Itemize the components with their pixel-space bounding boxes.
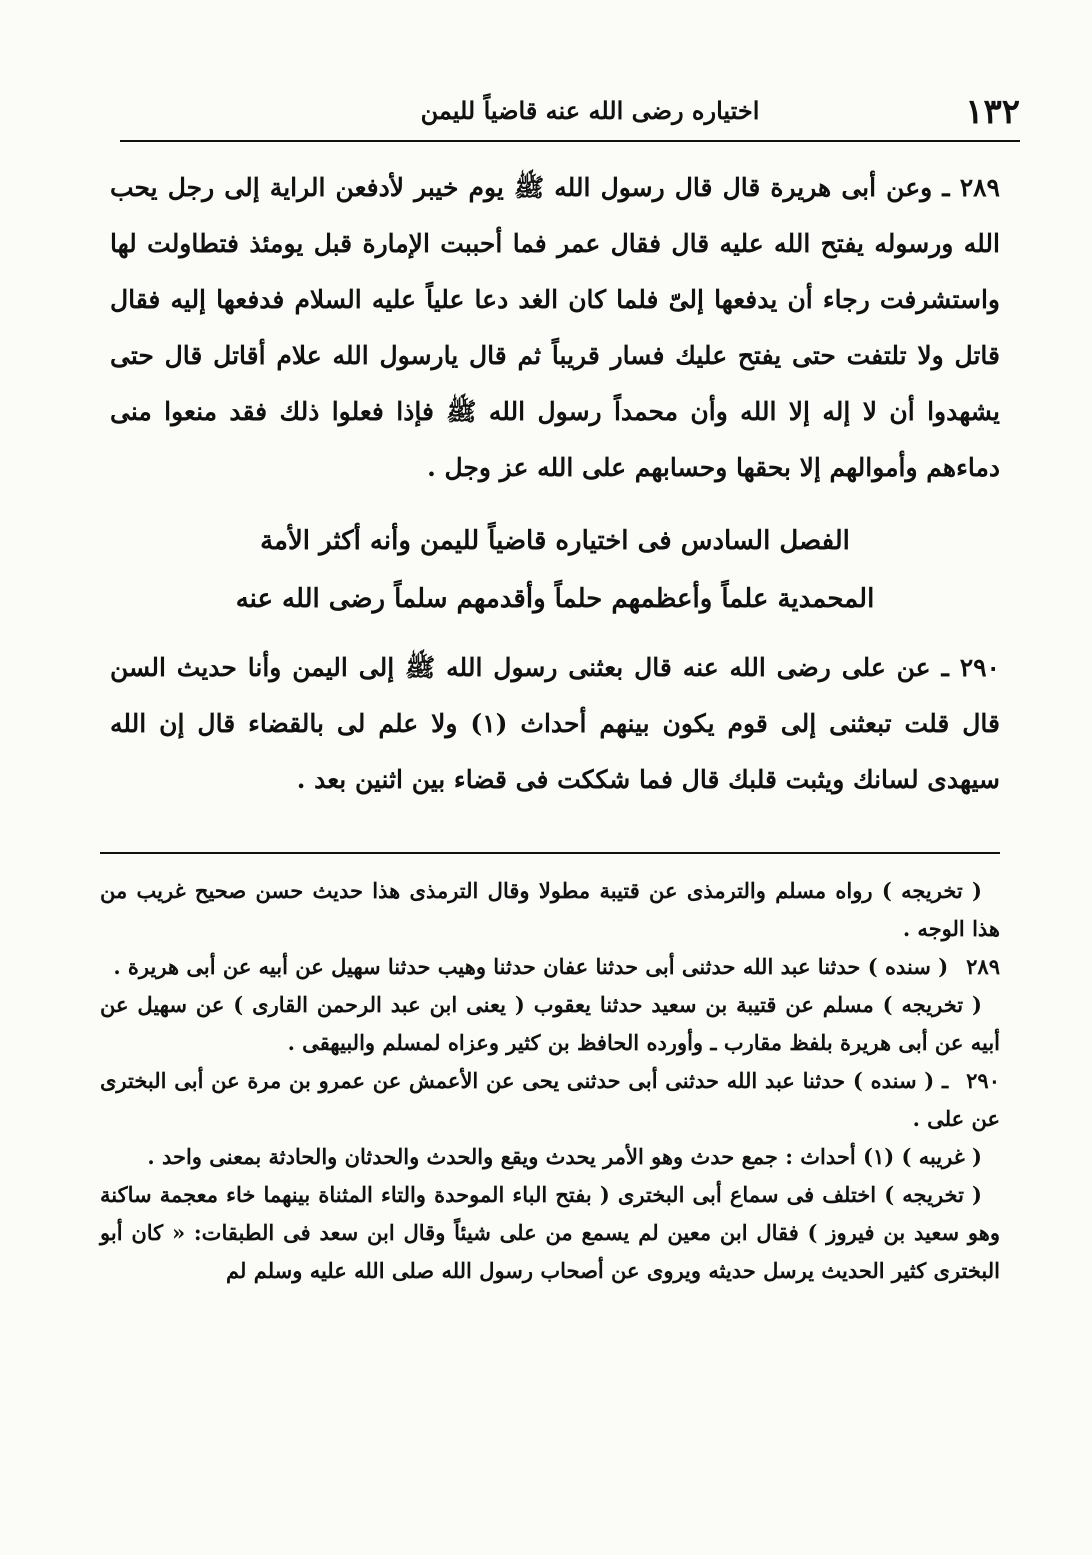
main-text — [110, 160, 1000, 808]
footnote — [100, 1138, 1000, 1176]
footnote-text: ـ ( سنده ) حدثنا عبد الله حدثنى أبى حدثنى يحى عن الأعمش عن عمرو بن مرة عن أبى البخترى عن على . — [100, 1068, 1000, 1131]
footnote-number: ٢٩٠ — [966, 1068, 1000, 1093]
page-header — [120, 92, 1020, 132]
footnote-text: ( غريبه ) (١) أحداث : جمع حدث وهو الأمر يحدث ويقع والحدث والحدثان والحادثة بمعنى واحد . — [147, 1144, 982, 1169]
footnote-text: ( تخريجه ) اختلف فى سماع أبى البخترى ( بفتح الباء الموحدة والتاء المثناة بينهما خاء معجمة ساكنة وهو سعيد بن فيروز ) فقال ابن معين لم يسمع من على شيئاً وقال ابن سعد فى الطبقات: « كان أبو البخترى كثير الحديث يرسل حديثه ويروى عن أصحاب رسول الله صلى الله عليه وسلم لم — [100, 1182, 1000, 1283]
header-rule — [120, 140, 1020, 142]
footnote — [100, 1062, 1000, 1138]
footnote — [100, 986, 1000, 1062]
footnote — [100, 872, 1000, 948]
footnote-number: ٢٨٩ — [966, 954, 1000, 979]
section-heading-line-2: المحمدية علماً وأعظمهم حلماً وأقدمهم سلماً رضى الله عنه — [235, 584, 875, 614]
running-title: اختياره رضى الله عنه قاضياً لليمن — [420, 96, 760, 125]
footnote-text: ( تخريجه ) رواه مسلم والترمذى عن قتيبة مطولا وقال الترمذى هذا حديث حسن صحيح غريب من هذا الوجه . — [100, 878, 1000, 941]
hadith-290: ٢٩٠ ـ عن على رضى الله عنه قال بعثنى رسول الله ﷺ إلى اليمن وأنا حديث السن قال قلت تبعثنى إلى قوم يكون بينهم أحداث (١) ولا علم لى بالقضاء قال إن الله سيهدى لسانك ويثبت قلبك قال فما شككت فى قضاء بين اثنين بعد . — [110, 653, 1001, 794]
footnotes — [100, 872, 1000, 1290]
section-heading-line-1: الفصل السادس فى اختياره قاضياً لليمن وأنه أكثر الأمة — [260, 526, 850, 556]
section-heading — [110, 512, 1000, 628]
footnote-text: ( سنده ) حدثنا عبد الله حدثنى أبى حدثنا عفان حدثنا وهيب حدثنا سهيل عن أبيه عن أبى هريرة . — [113, 954, 949, 979]
hadith-289: ٢٨٩ ـ وعن أبى هريرة قال قال رسول الله ﷺ يوم خيبر لأدفعن الراية إلى رجل يحب الله ورسوله يفتح الله عليه قال فقال عمر فما أحببت الإمارة قبل يومئذ فتطاولت لها واستشرفت رجاء أن يدفعها إلىّ فلما كان الغد دعا علياً عليه السلام فدفعها إليه فقال قاتل ولا تلتفت حتى يفتح عليك فسار قريباً ثم قال يارسول الله علام أقاتل قال حتى يشهدوا أن لا إله إلا الله وأن محمداً رسول الله ﷺ فإذا فعلوا ذلك فقد منعوا منى دماءهم وأموالهم إلا بحقها وحسابهم على الله عز وجل . — [110, 173, 1000, 482]
footnote — [100, 948, 1000, 986]
page-number: ١٣٢ — [965, 92, 1020, 132]
footnote — [100, 1176, 1000, 1290]
footnotes-rule — [100, 852, 1000, 854]
footnote-text: ( تخريجه ) مسلم عن قتيبة بن سعيد حدثنا يعقوب ( يعنى ابن عبد الرحمن القارى ) عن سهيل عن أبيه عن أبى هريرة بلفظ مقارب ـ وأورده الحافظ بن كثير وعزاه لمسلم والبيهقى . — [100, 992, 1000, 1055]
